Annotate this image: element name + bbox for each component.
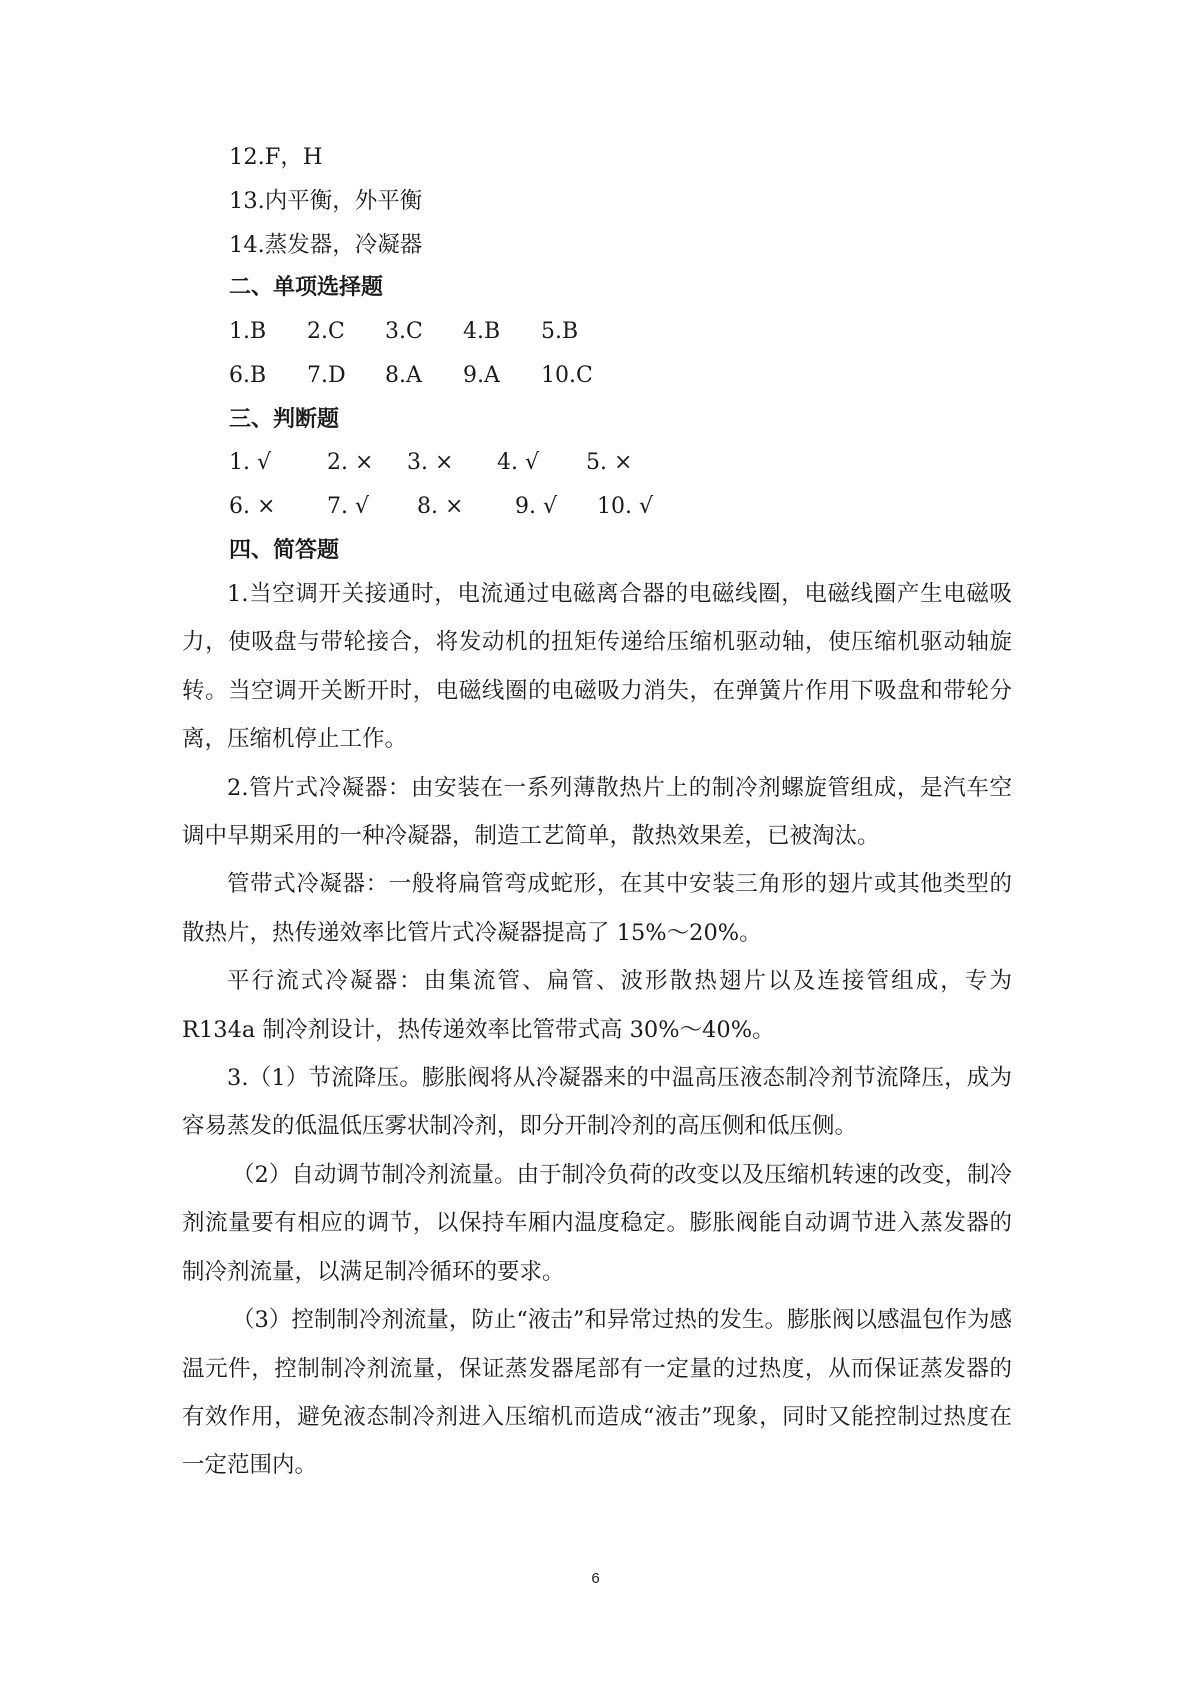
answer-item: 7.D [307,363,346,388]
answer-item: 2.C [307,319,345,344]
answer-item: 3. × [407,450,454,475]
answer-12: 12.F，H [229,144,323,170]
answer-item: 10. √ [597,494,653,519]
answer-item: 5.B [541,319,579,344]
answer-item: 4.B [463,319,501,344]
answer-item: 1.B [229,319,267,344]
answer-14: 14.蒸发器，冷凝器 [229,232,423,258]
section-heading-true-false: 三、判断题 [229,407,340,432]
answer-item: 6. × [229,494,276,519]
answer-item: 7. √ [327,494,370,519]
section-heading-single-choice: 二、单项选择题 [229,275,384,300]
answer-item: 9. √ [515,494,558,519]
answer-paragraph-3-1: 3.（1）节流降压。膨胀阀将从冷凝器来的中温高压液态制冷剂节流降压，成为容易蒸发的低温低压雾状制冷剂，即分开制冷剂的高压侧和低压侧。 [182,1065,1012,1140]
answer-item: 10.C [541,363,593,388]
answer-paragraph-2-serpentine: 管带式冷凝器：一般将扁管弯成蛇形，在其中安装三角形的翅片或其他类型的散热片，热传递效率比管片式冷凝器提高了 15%～20%。 [182,871,1012,946]
section-heading-short-answer: 四、简答题 [229,538,340,563]
answer-paragraph-3-2: （2）自动调节制冷剂流量。由于制冷负荷的改变以及压缩机转速的改变，制冷剂流量要有相应的调节，以保持车厢内温度稳定。膨胀阀能自动调节进入蒸发器的制冷剂流量，以满足制冷循环的要求。 [182,1161,1012,1285]
answer-item: 6.B [229,363,267,388]
answer-item: 4. √ [497,450,540,475]
answer-item: 8. × [417,494,464,519]
page-number: 6 [591,1570,600,1587]
answer-item: 5. × [586,450,633,475]
answer-13: 13.内平衡，外平衡 [229,188,423,214]
answer-paragraph-2-parallel-flow: 平行流式冷凝器：由集流管、扁管、波形散热翅片以及连接管组成，专为R134a 制冷剂设计，热传递效率比管带式高 30%～40%。 [182,968,1012,1043]
answer-item: 3.C [385,319,423,344]
answer-item: 1. √ [229,450,272,475]
answer-item: 9.A [463,363,500,388]
answer-paragraph-3-3: （3）控制制冷剂流量，防止“液击”和异常过热的发生。膨胀阀以感温包作为感温元件，控制制冷剂流量，保证蒸发器尾部有一定量的过热度，从而保证蒸发器的有效作用，避免液态制冷剂进入压缩机而造成“液击”现象，同时又能控制过热度在一定范围内。 [182,1307,1012,1479]
answer-paragraph-1: 1.当空调开关接通时，电流通过电磁离合器的电磁线圈，电磁线圈产生电磁吸力，使吸盘与带轮接合，将发动机的扭矩传递给压缩机驱动轴，使压缩机驱动轴旋转。当空调开关断开时，电磁线圈的电磁吸力消失，在弹簧片作用下吸盘和带轮分离，压缩机停止工作。 [182,581,1012,753]
answer-item: 8.A [385,363,422,388]
answer-paragraph-2-tube-fin: 2.管片式冷凝器：由安装在一系列薄散热片上的制冷剂螺旋管组成，是汽车空调中早期采用的一种冷凝器，制造工艺简单，散热效果差，已被淘汰。 [182,774,1012,850]
answer-item: 2. × [327,450,374,475]
short-answer-body [182,570,1012,1490]
